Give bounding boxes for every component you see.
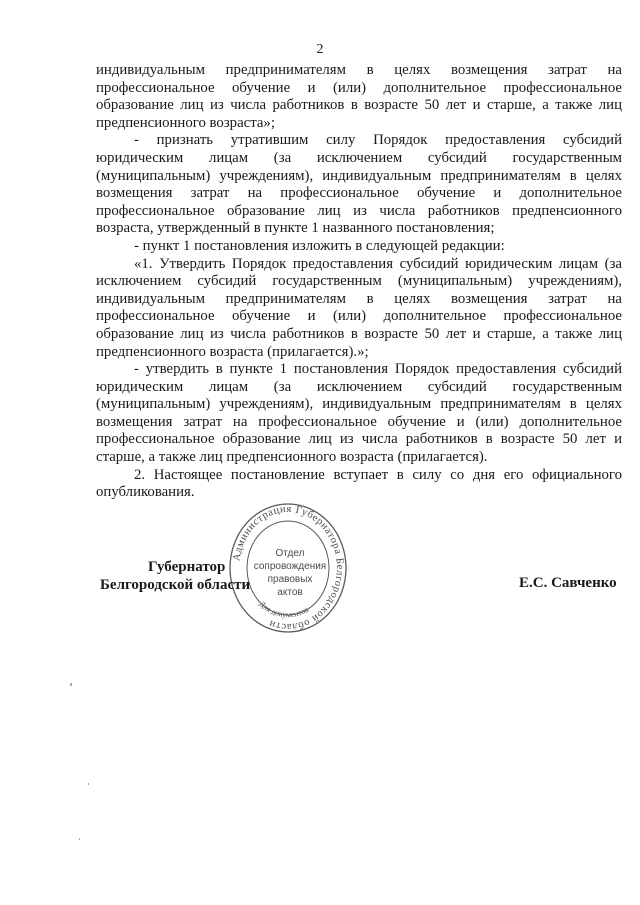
scan-speck <box>79 838 80 840</box>
signatory-title-line-1: Губернатор <box>148 559 226 575</box>
svg-text:Для документов <box>257 599 310 619</box>
paragraph-effective-date: 2. Настоящее постановление вступает в силу со дня его официального опубликования. <box>96 466 622 501</box>
scan-speck <box>70 683 72 686</box>
signatory-name: Е.С. Савченко <box>519 575 617 591</box>
signatory-title <box>100 558 250 594</box>
paragraph-amend-clause: - пункт 1 постановления изложить в следующей редакции: <box>134 237 505 254</box>
paragraph-continuation: индивидуальным предпринимателям в целях возмещения затрат на профессиональное обучение и (или) дополнительное профессиональное образование лиц из числа работников в возрасте 50 лет и старше, а также лиц предпенсионного возраста»; <box>96 62 622 131</box>
stamp-bottom-text: Для документов <box>257 599 310 620</box>
stamp-center-line-3: правовых <box>267 574 313 585</box>
paragraph-repeal-clause: - признать утратившим силу Порядок предоставления субсидий юридическим лицам (за исключением субсидий государственным (муниципальным) учреждениям), индивидуальным предпринимателям в целях возмещения затрат на профессиональное обучение и дополнительное профессиональное образование лиц из числа работников предпенсионного возраста, утвержденный в пункте 1 названного постановления; <box>96 132 622 237</box>
stamp-outer-text: Администрация Губернатора Белгородской области <box>231 503 346 633</box>
stamp-center-line-2: сопровождения <box>253 561 327 572</box>
paragraph-new-wording: «1. Утвердить Порядок предоставления субсидий юридическим лицам (за исключением субсидий государственным (муниципальным) учреждениям), индивидуальным предпринимателям в целях возмещения затрат на профессиональное обучение и (или) дополнительное профессиональное образование лиц из числа работников в возрасте 50 лет и старше, а также лиц предпенсионного возраста (прилагается).»; <box>96 255 622 360</box>
scan-speck <box>88 783 89 785</box>
page-number: 2 <box>316 42 324 57</box>
signatory-title-line-2: Белгородской области <box>100 577 251 593</box>
stamp-center-line-4: актов <box>277 587 303 598</box>
stamp-center-line-1: Отдел <box>275 548 305 559</box>
paragraph-approve-clause: - утвердить в пункте 1 постановления Порядок предоставления субсидий юридическим лицам (за исключением субсидий государственным (муниципальным) учреждениям), индивидуальным предпринимателям в целях возмещения затрат на профессиональное обучение и (или) дополнительное профессиональное образование лиц из числа работников в возрасте 50 лет и старше, а также лиц предпенсионного возраста (прилагается). <box>96 361 622 466</box>
document-body <box>96 62 622 502</box>
